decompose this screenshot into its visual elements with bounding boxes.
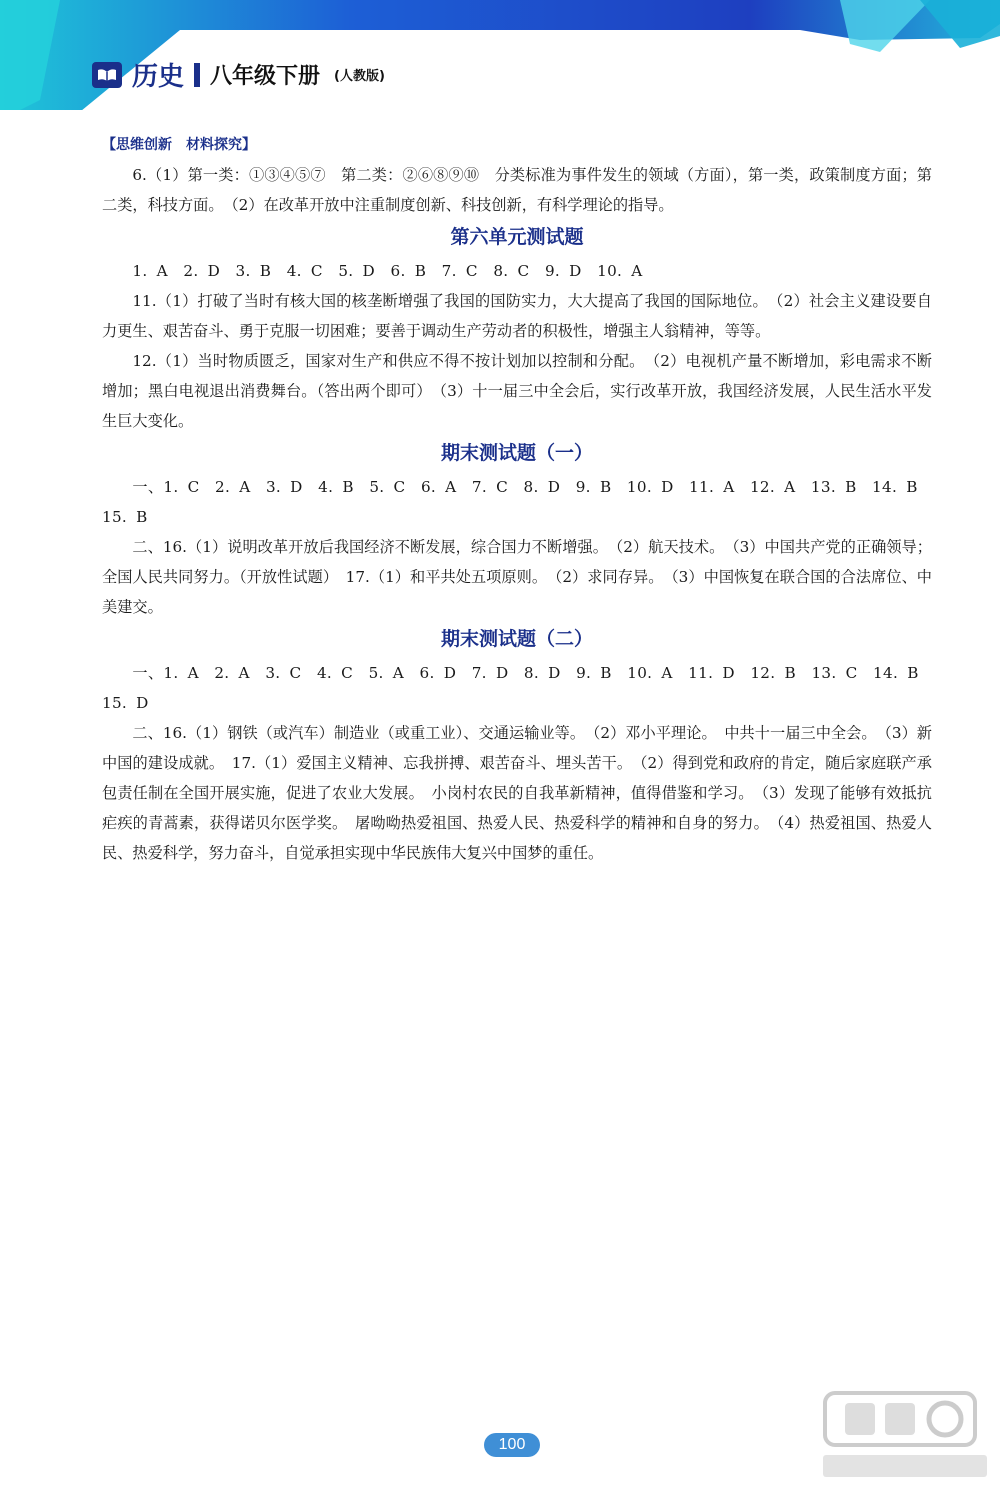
final1-title: 期末测试题（一） [440,442,593,464]
unit6-choices: 1. A 2. D 3. B 4. C 5. D 6. B 7. C 8. C 9. D 10. A [132,262,643,280]
grade-title: 八年级下册 [210,64,321,89]
watermark-logo [815,1385,995,1485]
book-logo-icon [92,62,122,88]
final2-part2: 二、16.（1）钢铁（或汽车）制造业（或重工业）、交通运输业等。 （2）邓小平理论。 中共十一届三中全会。 （3）新中国的建设成就。 17.（1）爱国主义精神、忘我拼搏、艰苦奋斗、埋头苦干。 （2）得到党和政府的肯定，随后家庭联产承包责任制在全国开展实施，促进了农业大发展。 小岗村农民的自我革新精神，值得借鉴和学习。 （3）发现了能够有效抵抗疟疾的青蒿素，获得诺贝尔医学奖。 屠呦呦热爱祖国、热爱人民、热爱科学的精神和自身的努力。 （4）热爱祖国、热爱人民、热爱科学，努力奋斗，自觉承担实现中华民族伟大复兴中国梦的重任。 [102,724,932,862]
final2-choices: 一、1. A 2. A 3. C 4. C 5. A 6. D 7. D 8. D 9. B 10. A 11. D 12. B 13. C 14. B 15. D [102,664,935,712]
unit6-title: 第六单元测试题 [450,226,584,248]
final1-choices: 一、1. C 2. A 3. D 4. B 5. C 6. A 7. C 8. D 9. B 10. D 11. A 12. A 13. B 14. B 15. B [102,478,934,526]
edition-label: (人教版) [334,69,385,84]
answer-q6: 6.（1）第一类：①③④⑤⑦ 第二类：②⑥⑧⑨⑩ 分类标准为事件发生的领域（方面），第一类，政策制度方面；第二类，科技方面。 （2）在改革开放中注重制度创新、科技创新，有科学理论的指导。 [102,166,932,214]
subject-title: 历史 [132,62,185,92]
section-tag: 【思维创新 材料探究】 [102,137,256,153]
unit6-q12: 12.（1）当时物质匮乏，国家对生产和供应不得不按计划加以控制和分配。 （2）电视机产量不断增加，彩电需求不断增加；黑白电视退出消费舞台。（答出两个即可） （3）十一届三中全会后，实行改革开放，我国经济发展，人民生活水平发生巨大变化。 [102,352,932,430]
header-title-row [92,56,385,93]
answer-content [102,130,935,868]
header-banner [0,0,1000,110]
title-divider [194,63,200,87]
final1-part2: 二、16.（1）说明改革开放后我国经济不断发展，综合国力不断增强。 （2）航天技术。 （3）中国共产党的正确领导；全国人民共同努力。（开放性试题） 17.（1）和平共处五项原则。 （2）求同存异。 （3）中国恢复在联合国的合法席位、中美建交。 [102,538,932,616]
page-number: 100 [484,1433,540,1457]
unit6-q11: 11.（1）打破了当时有核大国的核垄断增强了我国的国防实力，大大提高了我国的国际地位。 （2）社会主义建设要自力更生、艰苦奋斗、勇于克服一切困难；要善于调动生产劳动者的积极性，增强主人翁精神，等等。 [102,292,932,340]
final2-title: 期末测试题（二） [440,628,593,650]
